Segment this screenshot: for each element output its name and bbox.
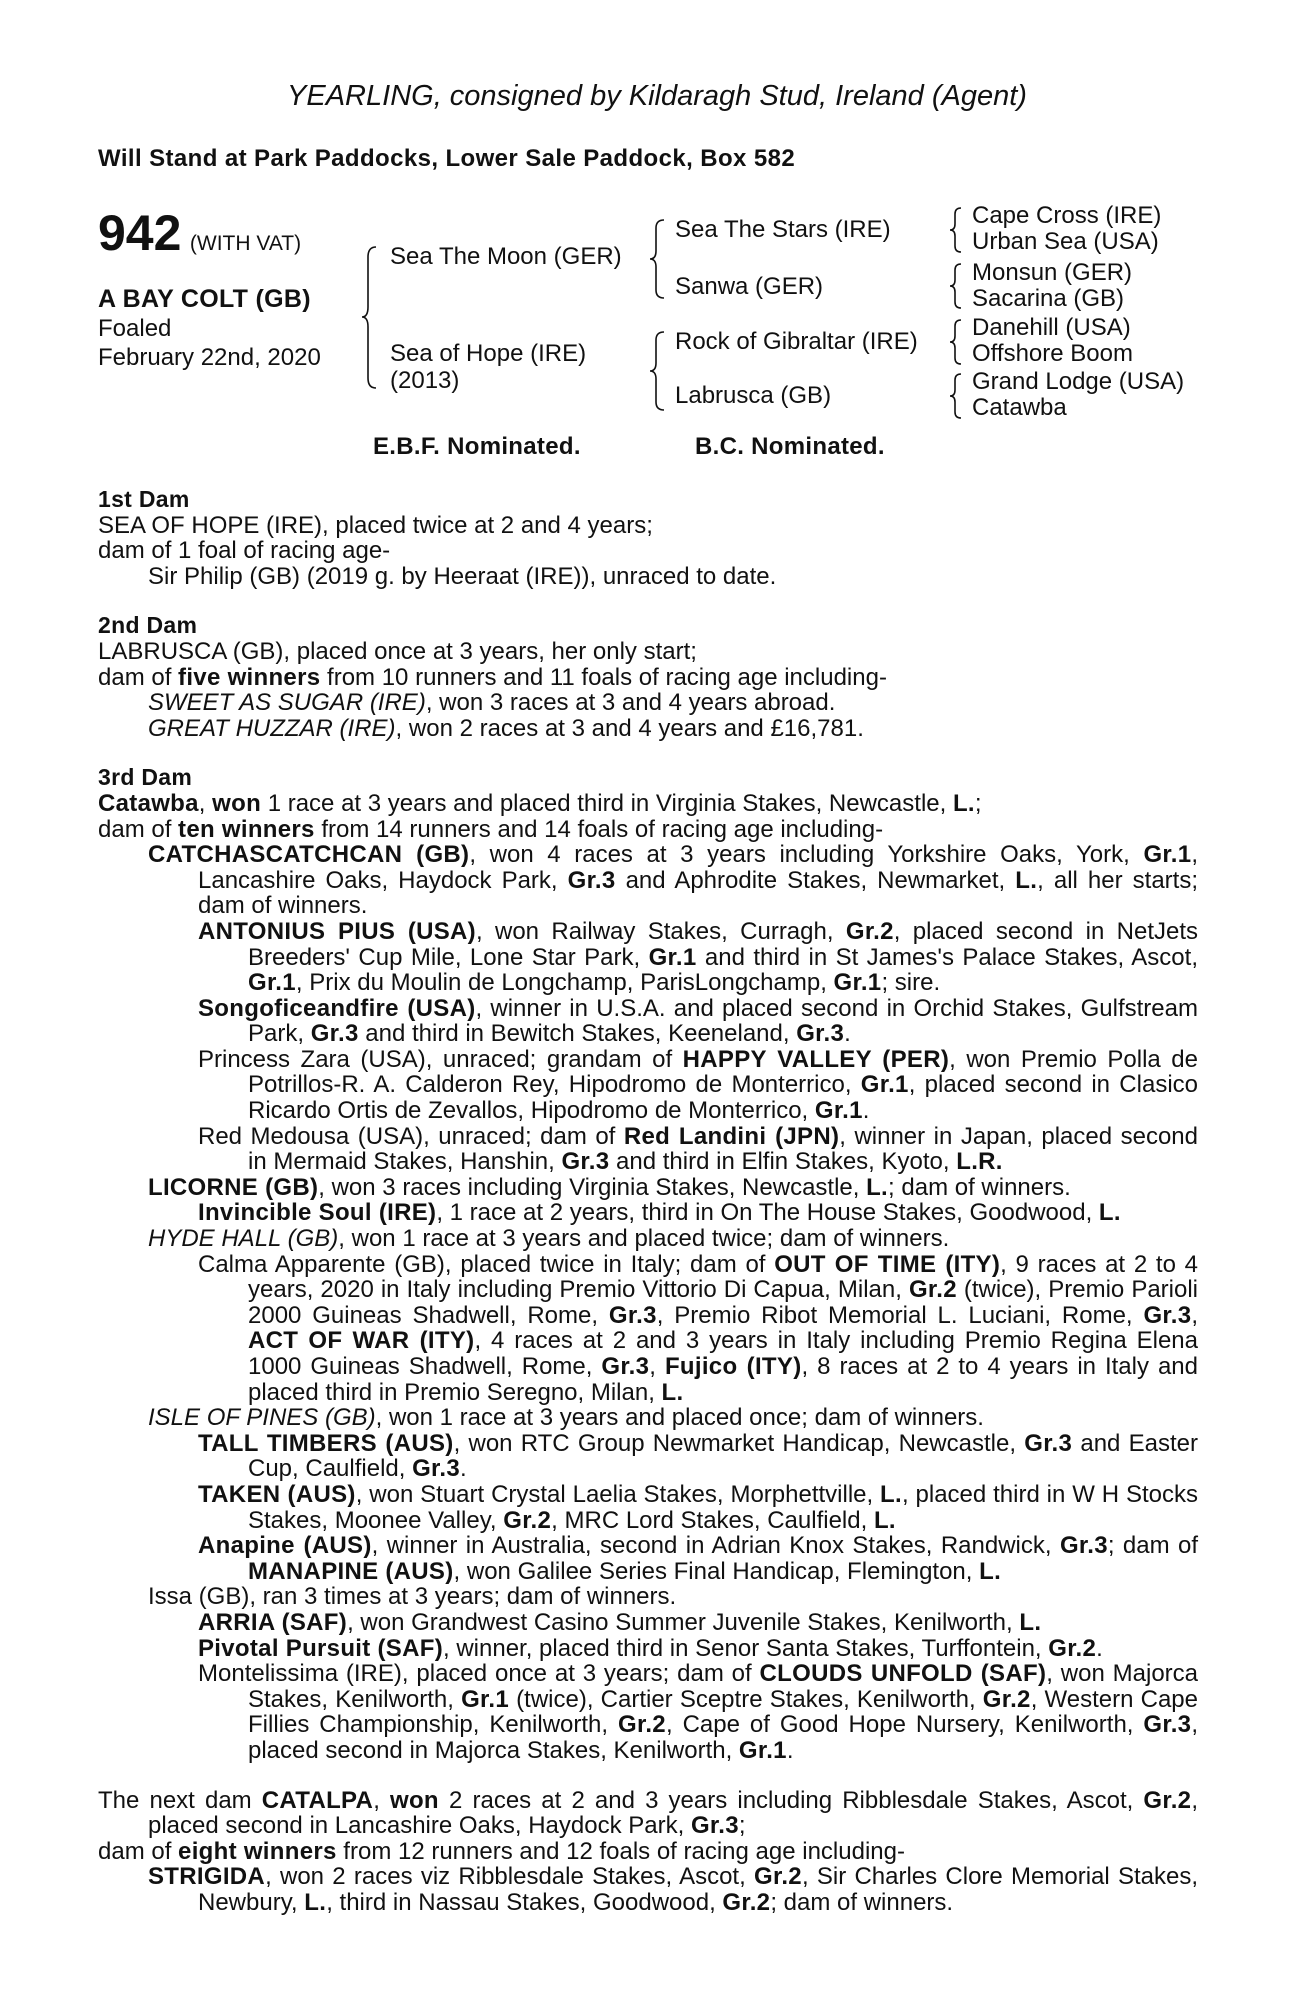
record-text: Anapine (AUS) bbox=[198, 1532, 372, 1560]
record-text: , MRC Lord Stakes, Caulfield, bbox=[551, 1506, 874, 1534]
record-text: Gr.2 bbox=[722, 1888, 771, 1916]
record-text: and third in Bewitch Stakes, Keeneland, bbox=[358, 1020, 797, 1048]
record-text: Gr.1 bbox=[833, 969, 882, 997]
record-text: , won Stuart Crystal Laelia Stakes, Morphettville, bbox=[355, 1480, 881, 1508]
record-text: ; bbox=[974, 789, 982, 817]
record-text: from 12 runners and 12 foals of racing age including- bbox=[336, 1837, 905, 1865]
record-text: CATALPA bbox=[261, 1786, 374, 1814]
record-text: (twice), Cartier Sceptre Stakes, Kenilworth, bbox=[509, 1685, 983, 1713]
record-text: , all her starts; dam of winners. bbox=[198, 866, 1198, 920]
record-text: ten winners bbox=[178, 815, 315, 843]
record-text: L. bbox=[1019, 1608, 1042, 1636]
record-text: Gr.2 bbox=[1048, 1634, 1097, 1662]
record-text: ANTONIUS PIUS (USA) bbox=[198, 917, 476, 945]
produce-record bbox=[98, 1610, 1198, 1636]
record-text: Gr.2 bbox=[908, 1276, 957, 1304]
lot-heading bbox=[98, 204, 301, 262]
record-text: ARRIA (SAF) bbox=[198, 1608, 348, 1636]
record-text: . bbox=[786, 1736, 794, 1764]
record-text: Catawba bbox=[98, 789, 199, 817]
produce-record bbox=[98, 513, 1198, 539]
record-text: ; dam of winners. bbox=[888, 1173, 1071, 1201]
record-text: L. bbox=[304, 1888, 327, 1916]
record-text: Gr.1 bbox=[814, 1097, 863, 1125]
record-text: from 14 runners and 14 foals of racing age including- bbox=[314, 815, 884, 843]
produce-record bbox=[98, 1200, 1198, 1226]
produce-record bbox=[98, 1533, 1198, 1584]
horse-info bbox=[98, 285, 321, 372]
record-text: Calma Apparente (GB), placed twice in Italy; dam of bbox=[198, 1250, 775, 1278]
record-text: Gr.3 bbox=[690, 1812, 739, 1840]
record-text: five winners bbox=[178, 663, 321, 691]
record-text: dam of 1 foal of racing age- bbox=[98, 537, 391, 565]
record-text: L.R. bbox=[956, 1148, 1003, 1176]
record-text: Gr.1 bbox=[248, 969, 296, 997]
record-text: L. bbox=[979, 1557, 1002, 1585]
record-text: Gr.3 bbox=[567, 866, 616, 894]
record-text: dam of bbox=[98, 815, 179, 843]
record-text: Gr.3 bbox=[561, 1148, 610, 1176]
foaled-label: Foaled bbox=[98, 315, 172, 342]
record-text: OUT OF TIME (ITY) bbox=[774, 1250, 1001, 1278]
record-text: , won 2 races viz Ribblesdale Stakes, Ascot, bbox=[265, 1863, 755, 1891]
produce-record bbox=[98, 639, 1198, 665]
pedigree-dam-sire: Rock of Gibraltar (IRE) bbox=[675, 328, 918, 355]
record-text: Gr.3 bbox=[1143, 1301, 1192, 1329]
record-text: Gr.2 bbox=[982, 1685, 1031, 1713]
record-text: . bbox=[460, 1455, 467, 1483]
pedigree-dam-dam: Labrusca (GB) bbox=[675, 382, 832, 409]
record-text: , 8 races at 2 to 4 years in Italy and placed third in Premio Seregno, Milan, bbox=[248, 1353, 1198, 1406]
pedigree-brace-main bbox=[360, 245, 380, 390]
record-text: and third in St James's Palace Stakes, Ascot, bbox=[696, 943, 1198, 971]
record-text: , placed second in Lancashire Oaks, Haydock Park, bbox=[148, 1786, 1198, 1840]
produce-record bbox=[98, 919, 1198, 996]
horse-description: A BAY COLT (GB) bbox=[98, 285, 311, 313]
record-text: Songoficeandfire (USA) bbox=[198, 994, 476, 1022]
record-text: won bbox=[212, 789, 262, 817]
pedigree-brace-g3-4 bbox=[948, 372, 964, 420]
lot-number: 942 bbox=[98, 205, 182, 261]
record-text: Gr.3 bbox=[412, 1455, 460, 1483]
pedigree-dam-year: (2013) bbox=[390, 367, 460, 394]
pedigree-g3-6: Offshore Boom bbox=[972, 340, 1133, 367]
produce-record bbox=[98, 1431, 1198, 1482]
record-text: L. bbox=[1015, 866, 1038, 894]
produce-record bbox=[98, 842, 1198, 919]
record-text: , won Railway Stakes, Curragh, bbox=[475, 917, 846, 945]
dam-section bbox=[98, 1788, 1198, 1916]
record-text: and third in Elfin Stakes, Kyoto, bbox=[609, 1148, 957, 1176]
produce-record bbox=[98, 690, 1198, 716]
pedigree-g3-4: Sacarina (GB) bbox=[972, 285, 1125, 312]
record-text: , Western Cape Fillies Championship, Kenilworth, bbox=[248, 1685, 1198, 1739]
record-text: Gr.3 bbox=[796, 1020, 845, 1048]
record-text: Gr.3 bbox=[608, 1301, 657, 1329]
record-text: Pivotal Pursuit (SAF) bbox=[198, 1634, 443, 1662]
produce-record bbox=[98, 1839, 1198, 1865]
record-text: from 10 runners and 11 foals of racing age including- bbox=[320, 663, 887, 691]
record-text: ISLE OF PINES (GB) bbox=[148, 1404, 376, 1432]
record-text: , bbox=[198, 789, 213, 817]
pedigree-g3-8: Catawba bbox=[972, 394, 1067, 421]
pedigree-brace-g3-3 bbox=[948, 318, 964, 366]
produce-record bbox=[98, 1788, 1198, 1839]
produce-record bbox=[98, 1175, 1198, 1201]
record-text: dam of bbox=[98, 663, 179, 691]
record-text: Gr.2 bbox=[845, 917, 894, 945]
record-text: L. bbox=[873, 1506, 896, 1534]
record-text: Sir Philip (GB) (2019 g. by Heeraat (IRE)), unraced to date. bbox=[148, 562, 777, 590]
produce-record bbox=[98, 817, 1198, 843]
record-text: ; sire. bbox=[881, 969, 941, 997]
section-title: 1st Dam bbox=[98, 486, 190, 512]
record-text: Red Landini (JPN) bbox=[623, 1122, 840, 1150]
pedigree-g3-2: Urban Sea (USA) bbox=[972, 228, 1159, 255]
record-text: ; bbox=[738, 1812, 746, 1840]
produce-record bbox=[98, 1252, 1198, 1406]
record-text: L. bbox=[661, 1378, 684, 1406]
record-text: , won 3 races at 3 and 4 years abroad. bbox=[425, 689, 836, 717]
record-text: , Sir Charles Clore Memorial Stakes, Newbury, bbox=[198, 1863, 1198, 1916]
record-text: Gr.1 bbox=[860, 1071, 909, 1099]
record-text: , winner in Australia, second in Adrian Knox Stakes, Randwick, bbox=[371, 1532, 1060, 1560]
record-text: , 4 races at 2 and 3 years in Italy including Premio Regina Elena 1000 Guineas Shadwell, Rome, bbox=[248, 1327, 1198, 1380]
record-text: , won Grandwest Casino Summer Juvenile Stakes, Kenilworth, bbox=[347, 1608, 1020, 1636]
pedigree-g3-3: Monsun (GER) bbox=[972, 259, 1133, 286]
record-text: , 9 races at 2 to 4 years, 2020 in Italy including Premio Vittorio Di Capua, Milan, bbox=[248, 1250, 1199, 1304]
record-text: Gr.2 bbox=[618, 1711, 666, 1739]
record-text: Gr.3 bbox=[1024, 1429, 1073, 1457]
record-text: . bbox=[1096, 1634, 1103, 1662]
produce-record bbox=[98, 716, 1198, 742]
record-text: , won 2 races at 3 and 4 years and £16,781. bbox=[395, 714, 864, 742]
catalogue-body bbox=[98, 487, 1198, 1915]
record-text: , 1 race at 2 years, third in On The House Stakes, Goodwood, bbox=[436, 1199, 1099, 1227]
record-text: Gr.3 bbox=[310, 1020, 359, 1048]
record-text: and Aphrodite Stakes, Newmarket, bbox=[615, 866, 1016, 894]
pedigree-sire-sire: Sea The Stars (IRE) bbox=[675, 216, 891, 243]
record-text: Gr.1 bbox=[648, 943, 697, 971]
section-title: 3rd Dam bbox=[98, 764, 193, 791]
record-text: and Easter Cup, Caulfield, bbox=[248, 1429, 1198, 1483]
record-text: TAKEN (AUS) bbox=[198, 1480, 356, 1508]
record-text: Gr.3 bbox=[1143, 1711, 1192, 1739]
record-text: Gr.2 bbox=[1143, 1786, 1192, 1814]
record-text: , won 1 race at 3 years and placed once; dam of winners. bbox=[375, 1404, 984, 1432]
record-text: 2 races at 2 and 3 years including Ribblesdale Stakes, Ascot, bbox=[438, 1786, 1144, 1814]
record-text: Gr.3 bbox=[601, 1353, 650, 1380]
produce-record bbox=[98, 1124, 1198, 1175]
record-text: 1 race at 3 years and placed third in Virginia Stakes, Newcastle, bbox=[261, 789, 953, 817]
pedigree-g3-5: Danehill (USA) bbox=[972, 314, 1131, 341]
produce-record bbox=[98, 564, 1198, 590]
record-text: , Premio Ribot Memorial L. Luciani, Rome, bbox=[656, 1301, 1144, 1329]
record-text: , won RTC Group Newmarket Handicap, Newcastle, bbox=[453, 1429, 1025, 1457]
pedigree-brace-dam bbox=[648, 330, 668, 412]
record-text: SWEET AS SUGAR (IRE) bbox=[148, 689, 426, 717]
record-text: Princess Zara (USA), unraced; grandam of bbox=[198, 1045, 683, 1073]
record-text: Gr.1 bbox=[738, 1736, 787, 1764]
record-text: , third in Nassau Stakes, Goodwood, bbox=[326, 1888, 723, 1916]
produce-record bbox=[98, 665, 1198, 691]
dam-section bbox=[98, 765, 1198, 1763]
dam-section bbox=[98, 487, 1198, 589]
record-text: The next dam bbox=[98, 1786, 262, 1814]
pedigree-g3-1: Cape Cross (IRE) bbox=[972, 202, 1162, 229]
record-text: , bbox=[1191, 1301, 1199, 1329]
record-text: , bbox=[649, 1353, 665, 1380]
record-text: , won 3 races including Virginia Stakes, Newcastle, bbox=[318, 1173, 867, 1201]
produce-record bbox=[98, 1226, 1198, 1252]
record-text: CLOUDS UNFOLD (SAF) bbox=[759, 1660, 1047, 1688]
record-text: , Prix du Moulin de Longchamp, ParisLongchamp, bbox=[295, 969, 834, 997]
produce-record bbox=[98, 996, 1198, 1047]
record-text: , won 4 races at 3 years including Yorkshire Oaks, York, bbox=[469, 841, 1144, 869]
pedigree-dam: Sea of Hope (IRE) bbox=[390, 340, 587, 367]
record-text: L. bbox=[952, 789, 975, 817]
record-text: , placed second in Clasico Ricardo Ortis de Zevallos, Hipodromo de Monterrico, bbox=[248, 1071, 1198, 1125]
record-text: (twice), Premio Parioli 2000 Guineas Shadwell, Rome, bbox=[248, 1276, 1199, 1329]
produce-record bbox=[98, 1405, 1198, 1431]
record-text: TALL TIMBERS (AUS) bbox=[198, 1429, 454, 1457]
produce-record bbox=[98, 538, 1198, 564]
record-text: Gr.2 bbox=[754, 1863, 802, 1891]
record-text: HYDE HALL (GB) bbox=[148, 1225, 339, 1253]
record-text: , placed second in Majorca Stakes, Kenilworth, bbox=[248, 1711, 1198, 1764]
pedigree-g3-7: Grand Lodge (USA) bbox=[972, 368, 1185, 395]
record-text: , won Majorca Stakes, Kenilworth, bbox=[248, 1660, 1199, 1713]
record-text: , won 1 race at 3 years and placed twice; dam of winners. bbox=[338, 1225, 950, 1253]
record-text: Gr.1 bbox=[1143, 841, 1192, 869]
dam-section bbox=[98, 613, 1198, 741]
pedigree-sire-dam: Sanwa (GER) bbox=[675, 273, 824, 300]
catalogue-header: YEARLING, consigned by Kildaragh Stud, Ireland (Agent) bbox=[287, 80, 1027, 112]
record-text: Gr.2 bbox=[503, 1506, 552, 1534]
pedigree-brace-g3-2 bbox=[948, 262, 964, 310]
ebf-nomination: E.B.F. Nominated. bbox=[373, 433, 581, 460]
record-text: . bbox=[862, 1097, 870, 1125]
record-text: STRIGIDA bbox=[148, 1863, 266, 1891]
record-text: LABRUSCA (GB), placed once at 3 years, her only start; bbox=[98, 637, 697, 665]
stand-location: Will Stand at Park Paddocks, Lower Sale Paddock, Box 582 bbox=[98, 145, 796, 172]
record-text: ; dam of bbox=[1107, 1532, 1199, 1560]
record-text: , won Galilee Series Final Handicap, Flemington, bbox=[453, 1557, 980, 1585]
record-text: Gr.1 bbox=[461, 1685, 509, 1713]
record-text: GREAT HUZZAR (IRE) bbox=[148, 714, 396, 742]
pedigree-brace-sire bbox=[648, 218, 668, 300]
produce-record bbox=[98, 1661, 1198, 1763]
record-text: ; dam of winners. bbox=[770, 1888, 954, 1916]
record-text: , Cape of Good Hope Nursery, Kenilworth, bbox=[665, 1711, 1144, 1739]
record-text: , winner, placed third in Senor Santa Stakes, Turffontein, bbox=[443, 1634, 1049, 1662]
bc-nomination: B.C. Nominated. bbox=[695, 433, 885, 460]
vat-label: (WITH VAT) bbox=[189, 232, 302, 255]
record-text: LICORNE (GB) bbox=[148, 1173, 319, 1201]
produce-record bbox=[98, 1047, 1198, 1124]
record-text: Gr.3 bbox=[1059, 1532, 1108, 1560]
pedigree-sire: Sea The Moon (GER) bbox=[390, 243, 622, 270]
record-text: L. bbox=[880, 1480, 902, 1508]
record-text: , winner in U.S.A. and placed second in Orchid Stakes, Gulfstream Park, bbox=[248, 994, 1198, 1048]
record-text: won bbox=[390, 1786, 439, 1814]
produce-record bbox=[98, 1636, 1198, 1662]
record-text: ACT OF WAR (ITY) bbox=[248, 1327, 475, 1355]
record-text: , placed third in W H Stocks Stakes, Moonee Valley, bbox=[248, 1480, 1198, 1534]
record-text: , Lancashire Oaks, Haydock Park, bbox=[198, 841, 1199, 894]
section-title: 2nd Dam bbox=[98, 612, 198, 639]
produce-record bbox=[98, 791, 1198, 817]
record-text: Invincible Soul (IRE) bbox=[198, 1199, 437, 1227]
record-text: CATCHASCATCHCAN (GB) bbox=[148, 841, 470, 869]
record-text: Red Medousa (USA), unraced; dam of bbox=[198, 1122, 624, 1150]
record-text: , bbox=[373, 1786, 390, 1814]
record-text: Issa (GB), ran 3 times at 3 years; dam of winners. bbox=[148, 1583, 677, 1611]
record-text: L. bbox=[1098, 1199, 1121, 1227]
record-text: Montelissima (IRE), placed once at 3 years; dam of bbox=[198, 1660, 760, 1688]
record-text: eight winners bbox=[178, 1837, 337, 1865]
record-text: , placed second in NetJets Breeders' Cup Mile, Lone Star Park, bbox=[248, 917, 1199, 971]
record-text: dam of bbox=[98, 1837, 179, 1865]
record-text: . bbox=[844, 1020, 851, 1048]
pedigree-brace-g3-1 bbox=[948, 206, 964, 254]
record-text: MANAPINE (AUS) bbox=[248, 1557, 454, 1585]
record-text: , won Premio Polla de Potrillos-R. A. Calderon Rey, Hipodromo de Monterrico, bbox=[248, 1045, 1198, 1099]
record-text: Fujico (ITY) bbox=[664, 1353, 802, 1380]
produce-record bbox=[98, 1584, 1198, 1610]
record-text: L. bbox=[866, 1173, 889, 1201]
foaled-date: February 22nd, 2020 bbox=[98, 344, 321, 371]
record-text: SEA OF HOPE (IRE), placed twice at 2 and 4 years; bbox=[98, 511, 653, 539]
produce-record bbox=[98, 1482, 1198, 1533]
record-text: HAPPY VALLEY (PER) bbox=[682, 1045, 950, 1073]
record-text: , winner in Japan, placed second in Mermaid Stakes, Hanshin, bbox=[248, 1122, 1198, 1176]
produce-record bbox=[98, 1864, 1198, 1915]
